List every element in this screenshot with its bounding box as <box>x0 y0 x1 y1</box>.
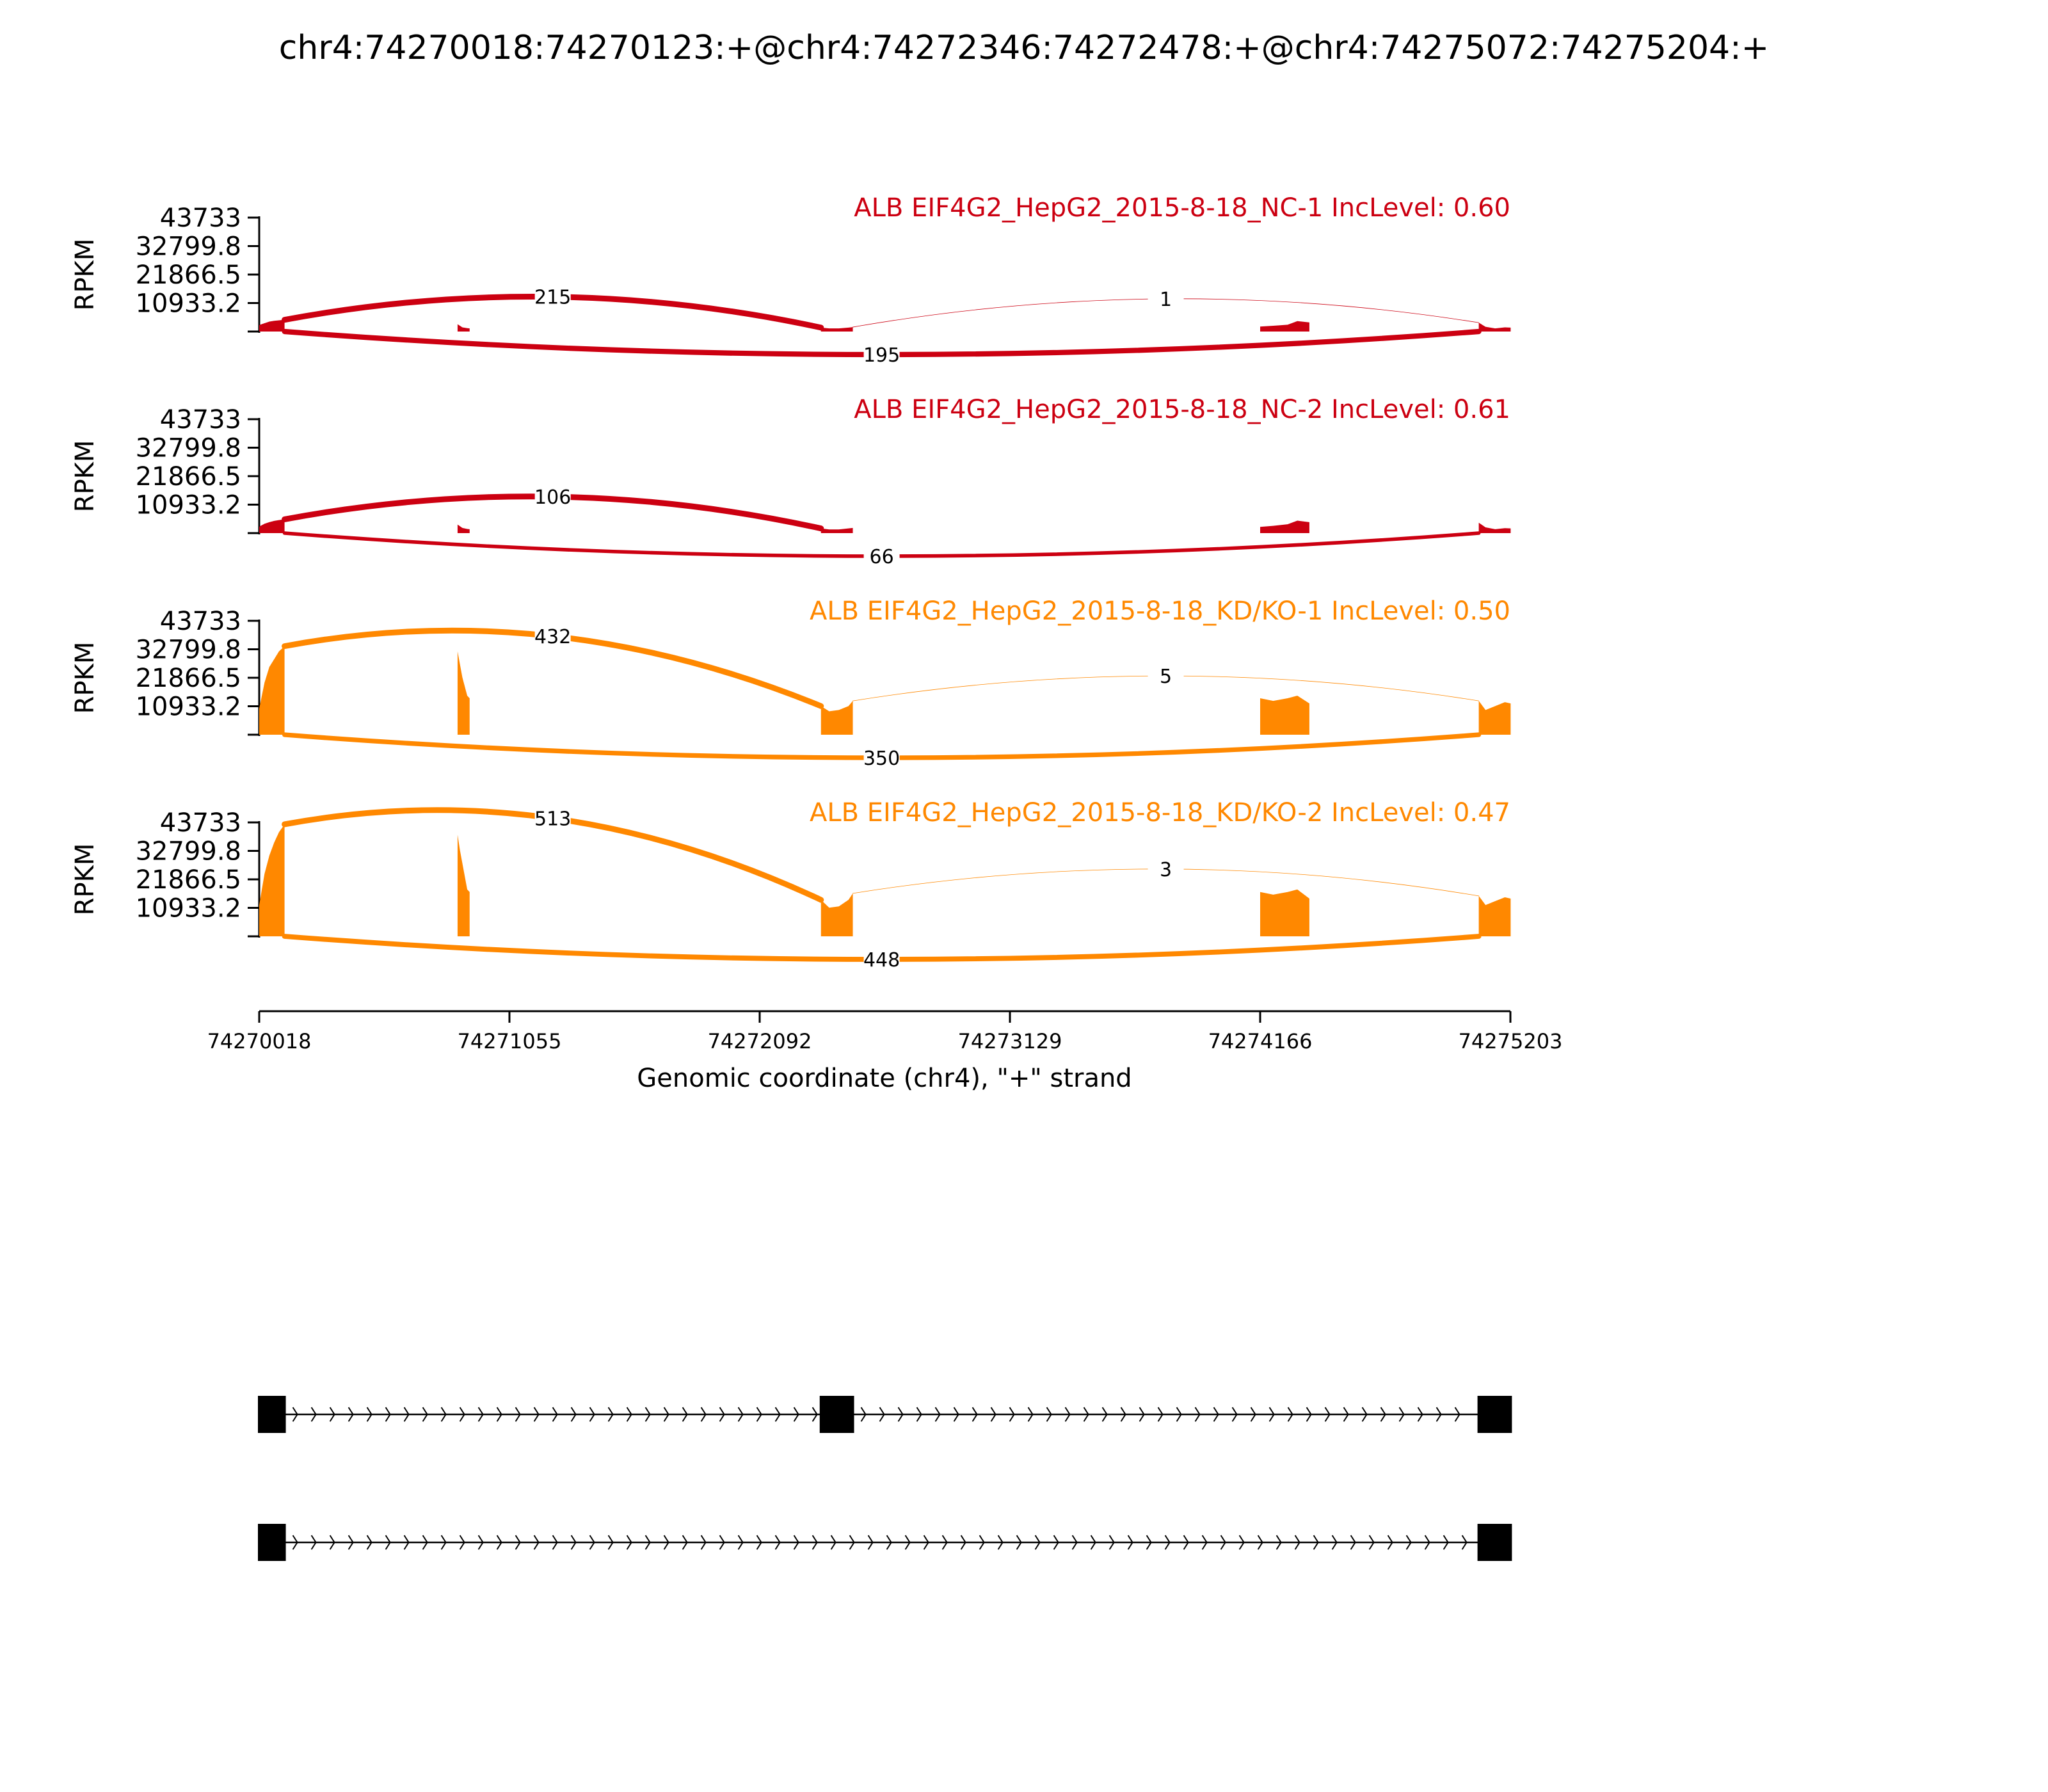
coverage-block <box>1260 321 1309 332</box>
x-tick-label: 74273129 <box>957 1029 1062 1053</box>
x-tick-label: 74271055 <box>457 1029 562 1053</box>
coverage-block <box>821 893 853 936</box>
isoform-1 <box>258 1396 1512 1433</box>
x-tick-label: 74274166 <box>1208 1029 1313 1053</box>
gene-model-track <box>258 1396 1512 1561</box>
y-tick-label: 43733 <box>159 808 241 838</box>
panel-title: ALB EIF4G2_HepG2_2015-8-18_KD/KO-1 IncLevel: 0.50 <box>809 596 1510 626</box>
coverage-block <box>458 652 470 735</box>
y-axis-label: RPKM <box>70 843 100 916</box>
y-tick-label: 21866.5 <box>135 462 241 492</box>
junction-count-label: 215 <box>534 286 572 309</box>
coverage-block <box>458 525 470 533</box>
panel-title: ALB EIF4G2_HepG2_2015-8-18_NC-2 IncLevel: 0.61 <box>854 395 1510 424</box>
junction-count-label: 106 <box>534 486 572 509</box>
junction-count-label: 5 <box>1160 666 1172 689</box>
y-tick-label: 32799.8 <box>135 836 241 867</box>
junction-count-label: 195 <box>863 344 900 367</box>
junction-count-label: 513 <box>534 808 572 831</box>
y-tick-label: 32799.8 <box>135 232 241 262</box>
y-tick-label: 43733 <box>159 405 241 435</box>
panel-1 <box>70 193 1510 367</box>
x-axis-label: Genomic coordinate (chr4), "+" strand <box>637 1064 1132 1093</box>
figure-title: chr4:74270018:74270123:+@chr4:74272346:74272478:+@chr4:74275072:74275204:+ <box>278 29 1770 67</box>
exon-block <box>820 1396 854 1433</box>
coverage-block <box>1260 696 1309 735</box>
junction-count-label: 1 <box>1160 288 1172 311</box>
y-tick-label: 43733 <box>159 204 241 233</box>
coverage-block <box>1260 890 1309 936</box>
exon-block <box>258 1396 286 1433</box>
y-tick-label: 10933.2 <box>135 490 241 520</box>
junction-count-label: 448 <box>863 949 900 972</box>
exon-block <box>258 1524 286 1561</box>
coverage-block <box>458 324 470 332</box>
junction-count-label: 432 <box>534 626 572 649</box>
coverage-block <box>259 824 285 936</box>
panel-title: ALB EIF4G2_HepG2_2015-8-18_KD/KO-2 IncLevel: 0.47 <box>809 798 1510 828</box>
panel-3 <box>70 596 1510 770</box>
panel-2 <box>70 395 1510 568</box>
y-axis-label: RPKM <box>70 641 100 714</box>
y-tick-label: 32799.8 <box>135 433 241 463</box>
exon-block <box>1478 1524 1512 1561</box>
coverage-block <box>1479 701 1511 735</box>
x-tick-label: 74275203 <box>1458 1029 1563 1053</box>
junction-count-label: 3 <box>1160 858 1172 881</box>
y-tick-label: 10933.2 <box>135 289 241 319</box>
sashimi-panels <box>70 193 1510 972</box>
coverage-block <box>1479 523 1511 533</box>
coverage-block <box>259 320 285 332</box>
y-tick-label: 10933.2 <box>135 692 241 722</box>
y-tick-label: 21866.5 <box>135 865 241 895</box>
y-tick-label: 10933.2 <box>135 893 241 924</box>
panel-4 <box>70 798 1510 972</box>
coverage-block <box>821 528 853 533</box>
x-tick-label: 74272092 <box>707 1029 812 1053</box>
coverage-block <box>1479 896 1511 936</box>
isoform-2 <box>258 1524 1512 1561</box>
coverage-block <box>821 327 853 332</box>
coverage-block <box>458 835 470 936</box>
coverage-block <box>1260 520 1309 533</box>
junction-count-label: 66 <box>869 546 894 568</box>
junction-count-label: 350 <box>863 748 900 770</box>
y-tick-label: 21866.5 <box>135 260 241 290</box>
coverage-block <box>259 519 285 533</box>
panel-title: ALB EIF4G2_HepG2_2015-8-18_NC-1 IncLevel: 0.60 <box>854 193 1510 223</box>
coverage-block <box>821 701 853 735</box>
y-tick-label: 21866.5 <box>135 664 241 693</box>
x-axis <box>207 1011 1563 1093</box>
coverage-block <box>1479 323 1511 332</box>
y-axis-label: RPKM <box>70 440 100 513</box>
x-tick-label: 74270018 <box>207 1029 312 1053</box>
y-axis-label: RPKM <box>70 238 100 311</box>
y-tick-label: 43733 <box>159 607 241 636</box>
y-tick-label: 32799.8 <box>135 635 241 665</box>
coverage-block <box>259 646 285 735</box>
x-axis-ticks <box>207 1011 1563 1053</box>
exon-block <box>1478 1396 1512 1433</box>
